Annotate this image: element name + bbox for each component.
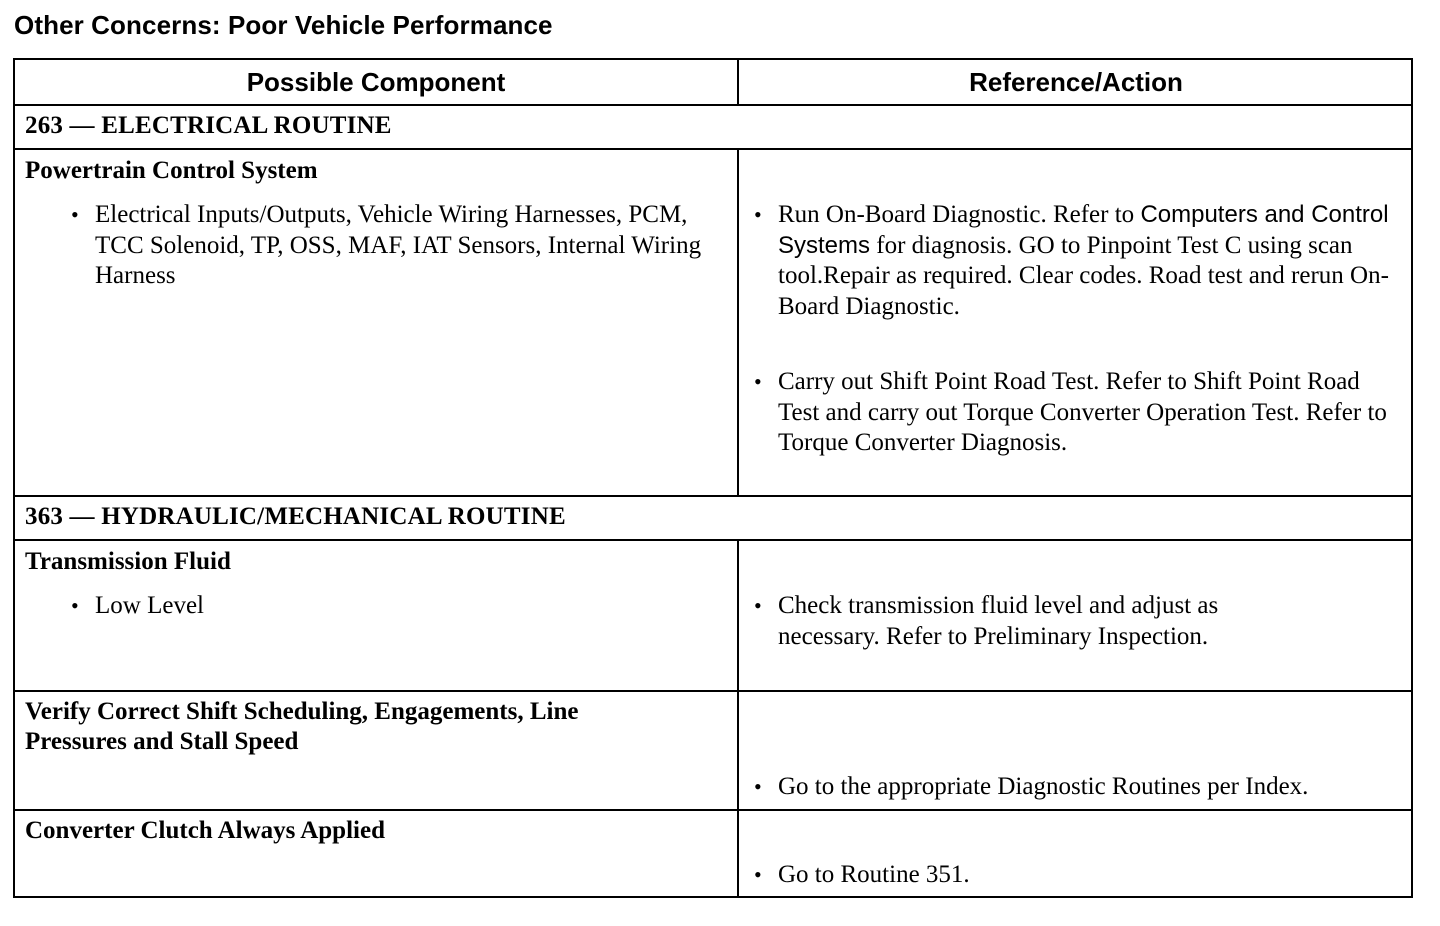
bullet-icon: • (71, 202, 79, 227)
bullet-icon: • (754, 774, 762, 799)
bullet-icon: • (754, 593, 762, 618)
bullet-icon: • (754, 369, 762, 394)
bullet-icon: • (754, 202, 762, 227)
section-heading-electrical: 263 — ELECTRICAL ROUTINE (25, 112, 392, 139)
action-text-post: for diagnosis. GO to Pinpoint Test C using scan tool.Repair as required. Clear codes. Road test and rerun On-Board Diagnostic. (778, 231, 1389, 320)
bullet-icon: • (71, 593, 79, 618)
action-item (754, 367, 1394, 459)
component-converter-clutch-always-applied: Converter Clutch Always Applied (25, 817, 385, 844)
action-item (754, 860, 1412, 891)
action-text: Go to Routine 351. (778, 861, 970, 888)
action-text-pre: Run On-Board Diagnostic. Refer to (778, 201, 1141, 228)
component-detail-text: Low Level (95, 592, 204, 619)
action-text: Carry out Shift Point Road Test. Refer to Shift Point Road Test and carry out Torque Converter Operation Test. Refer to Torque Converter Diagnosis. (778, 368, 1387, 456)
action-item (754, 591, 1318, 652)
action-item (754, 200, 1412, 322)
component-transmission-fluid: Transmission Fluid (25, 548, 231, 575)
component-powertrain-control-system: Powertrain Control System (25, 157, 318, 184)
bullet-icon: • (754, 862, 762, 887)
page-title: Other Concerns: Poor Vehicle Performance (14, 10, 553, 40)
action-item (754, 772, 1412, 803)
column-header-component: Possible Component (246, 67, 506, 97)
diagnostic-table (13, 58, 1413, 898)
reference-link-computers-control-systems: Computers and Control Systems (778, 201, 1389, 259)
column-header-action: Reference/Action (969, 67, 1183, 97)
action-text: Go to the appropriate Diagnostic Routines per Index. (778, 773, 1309, 800)
component-detail-item (71, 200, 721, 292)
action-text: Check transmission fluid level and adjust as necessary. Refer to Preliminary Inspection. (778, 592, 1219, 650)
component-detail-item (71, 591, 721, 622)
component-verify-shift-scheduling: Verify Correct Shift Scheduling, Engagements, Line Pressures and Stall Speed (25, 698, 579, 755)
component-detail-text: Electrical Inputs/Outputs, Vehicle Wiring Harnesses, PCM, TCC Solenoid, TP, OSS, MAF, IAT Sensors, Internal Wiring Harness (95, 201, 702, 289)
section-heading-hydraulic-mechanical: 363 — HYDRAULIC/MECHANICAL ROUTINE (25, 503, 566, 530)
